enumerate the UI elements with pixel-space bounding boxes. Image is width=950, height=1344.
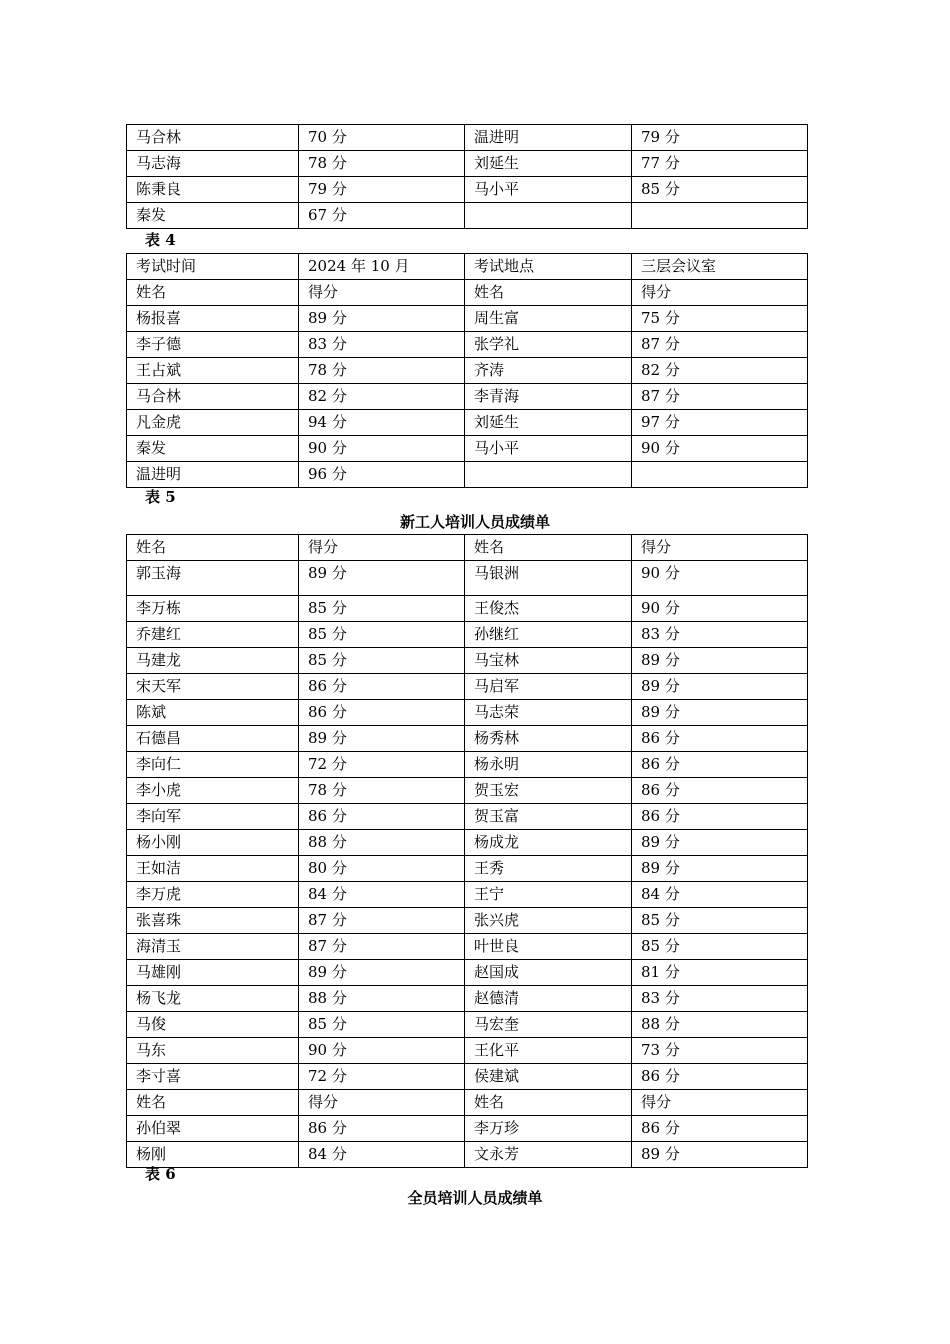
table-label-4: 表 4 xyxy=(145,231,176,249)
table-cell: 马启军 xyxy=(465,674,632,700)
table-cell: 马志荣 xyxy=(465,700,632,726)
table-cell: 姓名 xyxy=(465,280,632,306)
table-row xyxy=(127,151,808,177)
table-cell: 87 分 xyxy=(632,384,808,410)
table-cell: 82 分 xyxy=(632,358,808,384)
table-cell: 王秀 xyxy=(465,856,632,882)
table-cell: 88 分 xyxy=(299,986,465,1012)
table-cell: 86 分 xyxy=(299,804,465,830)
table-cell: 杨刚 xyxy=(127,1142,299,1168)
table-cell: 马雄刚 xyxy=(127,960,299,986)
table-cell: 赵国成 xyxy=(465,960,632,986)
table-row xyxy=(127,700,808,726)
table-cell: 88 分 xyxy=(299,830,465,856)
table-cell: 杨秀林 xyxy=(465,726,632,752)
table-cell: 72 分 xyxy=(299,752,465,778)
table-cell: 87 分 xyxy=(299,908,465,934)
table-cell: 得分 xyxy=(632,280,808,306)
table-row xyxy=(127,648,808,674)
table-cell: 86 分 xyxy=(299,674,465,700)
table-cell: 杨永明 xyxy=(465,752,632,778)
table-cell: 89 分 xyxy=(632,674,808,700)
table-cell: 89 分 xyxy=(632,648,808,674)
table-cell: 得分 xyxy=(632,535,808,561)
table-cell: 周生富 xyxy=(465,306,632,332)
table-cell: 齐涛 xyxy=(465,358,632,384)
table-title-6: 全员培训人员成绩单 xyxy=(407,1189,543,1207)
table-cell: 83 分 xyxy=(632,622,808,648)
table-cell: 得分 xyxy=(299,535,465,561)
table-row xyxy=(127,804,808,830)
table-cell: 陈斌 xyxy=(127,700,299,726)
new-worker-score-table xyxy=(126,534,808,1168)
table-cell: 陈秉良 xyxy=(127,177,299,203)
table-cell: 秦发 xyxy=(127,436,299,462)
table-row xyxy=(127,177,808,203)
table-cell: 90 分 xyxy=(299,436,465,462)
table-cell: 73 分 xyxy=(632,1038,808,1064)
table-cell xyxy=(632,203,808,229)
table-cell: 王占斌 xyxy=(127,358,299,384)
table-row xyxy=(127,125,808,151)
table-cell: 乔建红 xyxy=(127,622,299,648)
table-row xyxy=(127,1064,808,1090)
table-cell: 赵德清 xyxy=(465,986,632,1012)
table-cell: 马东 xyxy=(127,1038,299,1064)
table-cell: 李青海 xyxy=(465,384,632,410)
table-cell: 李子德 xyxy=(127,332,299,358)
table-cell: 96 分 xyxy=(299,462,465,488)
table-row xyxy=(127,986,808,1012)
table-cell: 叶世良 xyxy=(465,934,632,960)
table-cell: 84 分 xyxy=(299,882,465,908)
table-cell: 89 分 xyxy=(299,306,465,332)
table-cell: 79 分 xyxy=(299,177,465,203)
table-cell: 89 分 xyxy=(299,561,465,596)
table-cell: 文永芳 xyxy=(465,1142,632,1168)
table-cell: 2024 年 10 月 xyxy=(299,254,465,280)
table-cell: 刘延生 xyxy=(465,410,632,436)
table-cell: 得分 xyxy=(632,1090,808,1116)
table-row xyxy=(127,462,808,488)
table-cell: 贺玉富 xyxy=(465,804,632,830)
table-cell: 马志海 xyxy=(127,151,299,177)
table-cell: 85 分 xyxy=(299,596,465,622)
table-cell: 90 分 xyxy=(299,1038,465,1064)
table-cell: 马银洲 xyxy=(465,561,632,596)
table-cell: 90 分 xyxy=(632,596,808,622)
table-cell: 67 分 xyxy=(299,203,465,229)
table-row xyxy=(127,674,808,700)
table-label-6: 表 6 xyxy=(145,1165,176,1183)
table-cell: 姓名 xyxy=(127,280,299,306)
table-row xyxy=(127,306,808,332)
table-row xyxy=(127,410,808,436)
table-cell: 85 分 xyxy=(299,622,465,648)
table-cell: 姓名 xyxy=(465,1090,632,1116)
table-cell: 马小平 xyxy=(465,177,632,203)
table-row xyxy=(127,752,808,778)
table-cell: 马合林 xyxy=(127,384,299,410)
table-cell: 马合林 xyxy=(127,125,299,151)
table-cell: 83 分 xyxy=(299,332,465,358)
table-cell: 王俊杰 xyxy=(465,596,632,622)
table-row xyxy=(127,596,808,622)
table-cell: 姓名 xyxy=(127,1090,299,1116)
table-cell: 94 分 xyxy=(299,410,465,436)
table-cell: 77 分 xyxy=(632,151,808,177)
table-cell: 82 分 xyxy=(299,384,465,410)
table-cell: 李向仁 xyxy=(127,752,299,778)
table-cell: 89 分 xyxy=(632,856,808,882)
table-row xyxy=(127,561,808,596)
table-row xyxy=(127,203,808,229)
table-cell: 三层会议室 xyxy=(632,254,808,280)
table-cell: 90 分 xyxy=(632,436,808,462)
table-row xyxy=(127,856,808,882)
table-title-5: 新工人培训人员成绩单 xyxy=(399,513,550,531)
table-cell: 89 分 xyxy=(632,700,808,726)
table-cell: 马宝林 xyxy=(465,648,632,674)
table-cell xyxy=(465,462,632,488)
table-cell: 杨飞龙 xyxy=(127,986,299,1012)
table-row xyxy=(127,1116,808,1142)
table-row xyxy=(127,1142,808,1168)
table-row xyxy=(127,1012,808,1038)
table-cell: 85 分 xyxy=(632,908,808,934)
table-cell: 张学礼 xyxy=(465,332,632,358)
table-cell: 89 分 xyxy=(299,960,465,986)
table-cell: 马宏奎 xyxy=(465,1012,632,1038)
table-cell: 凡金虎 xyxy=(127,410,299,436)
table-cell: 姓名 xyxy=(127,535,299,561)
table-cell: 88 分 xyxy=(632,1012,808,1038)
table-row xyxy=(127,535,808,561)
table-cell: 85 分 xyxy=(299,648,465,674)
table-cell: 李万虎 xyxy=(127,882,299,908)
table-cell: 86 分 xyxy=(632,752,808,778)
table-cell: 王宁 xyxy=(465,882,632,908)
table-cell: 86 分 xyxy=(632,778,808,804)
table-cell: 79 分 xyxy=(632,125,808,151)
table-row xyxy=(127,436,808,462)
table-cell: 温进明 xyxy=(127,462,299,488)
table-cell: 得分 xyxy=(299,280,465,306)
table-cell: 李向军 xyxy=(127,804,299,830)
table-row xyxy=(127,384,808,410)
table-cell: 侯建斌 xyxy=(465,1064,632,1090)
table-cell: 考试地点 xyxy=(465,254,632,280)
table-row xyxy=(127,1038,808,1064)
table-cell: 86 分 xyxy=(632,1064,808,1090)
table-cell xyxy=(465,203,632,229)
table-cell: 75 分 xyxy=(632,306,808,332)
table-cell: 87 分 xyxy=(632,332,808,358)
table-cell: 姓名 xyxy=(465,535,632,561)
table-cell: 78 分 xyxy=(299,358,465,384)
table-cell: 杨小刚 xyxy=(127,830,299,856)
table-cell: 70 分 xyxy=(299,125,465,151)
table-cell: 马建龙 xyxy=(127,648,299,674)
table-row xyxy=(127,726,808,752)
table-cell: 温进明 xyxy=(465,125,632,151)
table-cell: 86 分 xyxy=(299,700,465,726)
table-cell: 86 分 xyxy=(632,1116,808,1142)
table-cell: 90 分 xyxy=(632,561,808,596)
table-cell: 李万珍 xyxy=(465,1116,632,1142)
table-cell: 王化平 xyxy=(465,1038,632,1064)
table-cell: 马小平 xyxy=(465,436,632,462)
table-cell: 80 分 xyxy=(299,856,465,882)
table-cell: 87 分 xyxy=(299,934,465,960)
table-cell: 杨成龙 xyxy=(465,830,632,856)
table-cell: 贺玉宏 xyxy=(465,778,632,804)
exam-score-table xyxy=(126,253,808,488)
table-row xyxy=(127,1090,808,1116)
table-label-5: 表 5 xyxy=(145,488,176,506)
table-cell: 考试时间 xyxy=(127,254,299,280)
table-cell: 得分 xyxy=(299,1090,465,1116)
table-cell: 杨报喜 xyxy=(127,306,299,332)
table-cell: 86 分 xyxy=(632,804,808,830)
table-row xyxy=(127,254,808,280)
table-row xyxy=(127,908,808,934)
table-cell: 86 分 xyxy=(299,1116,465,1142)
table-row xyxy=(127,622,808,648)
table-cell: 72 分 xyxy=(299,1064,465,1090)
table-row xyxy=(127,882,808,908)
table-row xyxy=(127,934,808,960)
table-cell: 宋天军 xyxy=(127,674,299,700)
table-cell: 78 分 xyxy=(299,151,465,177)
table-cell: 李寸喜 xyxy=(127,1064,299,1090)
table-row xyxy=(127,830,808,856)
table-cell: 张喜珠 xyxy=(127,908,299,934)
table-cell xyxy=(632,462,808,488)
table-cell: 海清玉 xyxy=(127,934,299,960)
table-cell: 83 分 xyxy=(632,986,808,1012)
table-row xyxy=(127,778,808,804)
table-cell: 石德昌 xyxy=(127,726,299,752)
table-cell: 97 分 xyxy=(632,410,808,436)
table-cell: 89 分 xyxy=(299,726,465,752)
table-cell: 孙伯翠 xyxy=(127,1116,299,1142)
table-cell: 李小虎 xyxy=(127,778,299,804)
table-row xyxy=(127,358,808,384)
table-cell: 85 分 xyxy=(632,177,808,203)
table-cell: 89 分 xyxy=(632,830,808,856)
table-cell: 78 分 xyxy=(299,778,465,804)
table-cell: 刘延生 xyxy=(465,151,632,177)
table-cell: 秦发 xyxy=(127,203,299,229)
table-cell: 马俊 xyxy=(127,1012,299,1038)
table-cell: 张兴虎 xyxy=(465,908,632,934)
table-cell: 85 分 xyxy=(632,934,808,960)
table-cell: 孙继红 xyxy=(465,622,632,648)
table-cell: 李万栋 xyxy=(127,596,299,622)
table-row xyxy=(127,332,808,358)
score-table-continued xyxy=(126,124,808,229)
table-row xyxy=(127,960,808,986)
table-cell: 85 分 xyxy=(299,1012,465,1038)
table-cell: 84 分 xyxy=(632,882,808,908)
table-cell: 81 分 xyxy=(632,960,808,986)
table-cell: 89 分 xyxy=(632,1142,808,1168)
table-cell: 86 分 xyxy=(632,726,808,752)
table-cell: 郭玉海 xyxy=(127,561,299,596)
table-cell: 王如洁 xyxy=(127,856,299,882)
table-row xyxy=(127,280,808,306)
table-cell: 84 分 xyxy=(299,1142,465,1168)
